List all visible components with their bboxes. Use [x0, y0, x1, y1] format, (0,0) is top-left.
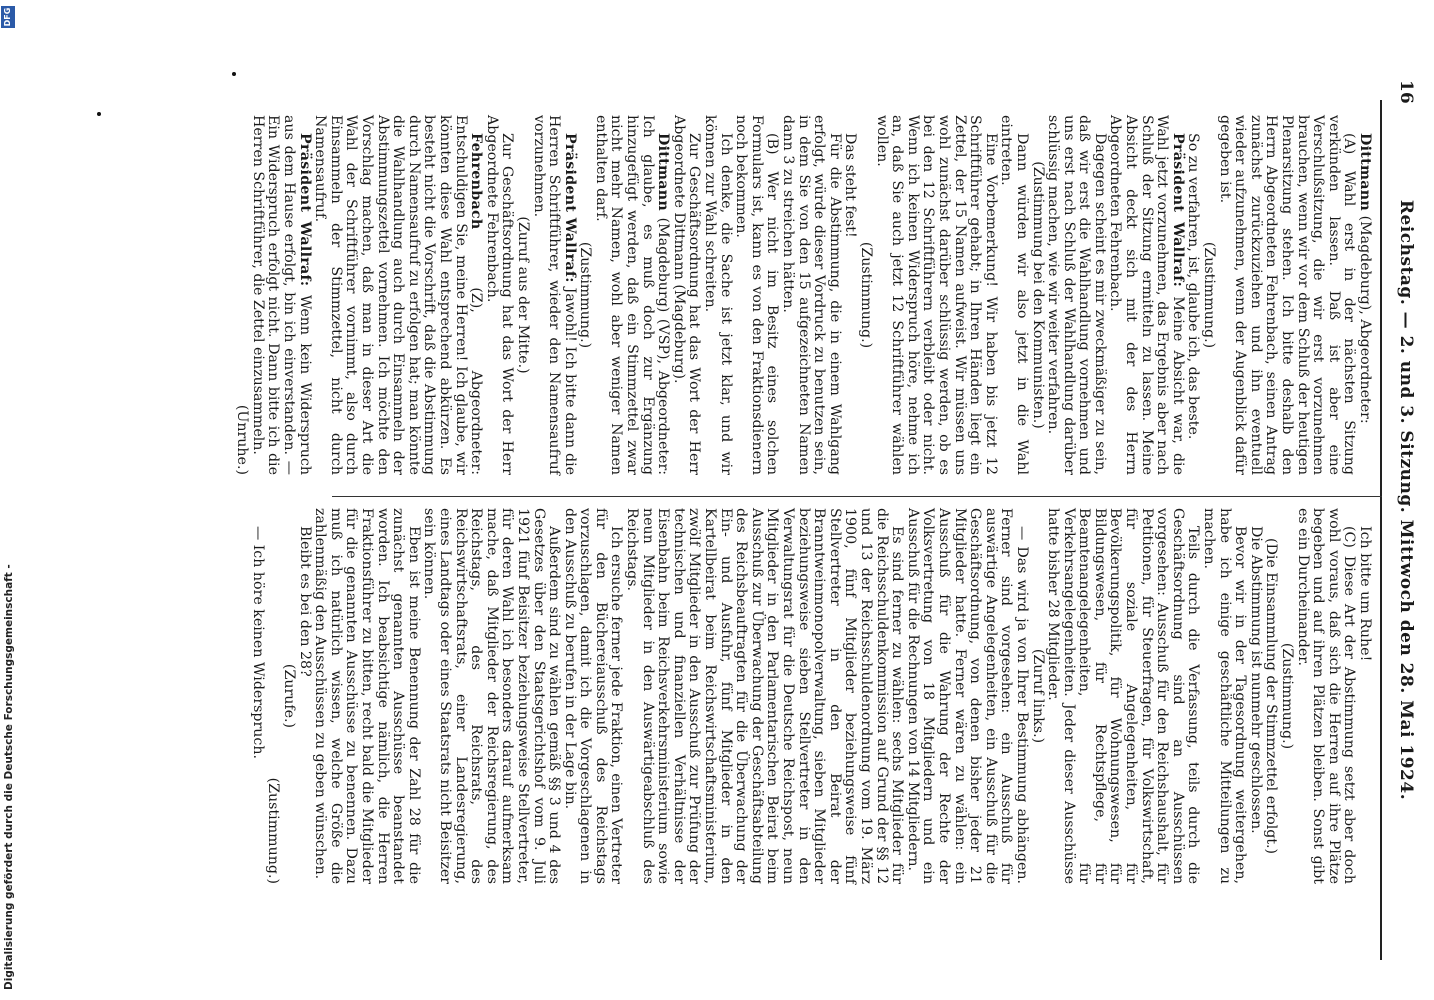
text-paragraph: Ich ersuche ferner jede Fraktion, einen Vertreter für den Büchereiausschuß des Reichstags vorzuschlagen, damit ich die Vorgeschlagenen in den Ausschuß zu berufen in der Lage bin. — [561, 508, 625, 884]
speaker-name: Fehrenbach — [468, 133, 485, 230]
left-column — [234, 115, 1372, 475]
interjection: (Die Einsammlung der Stimmzettel erfolgt.) — [1263, 537, 1280, 855]
text-paragraph: Eben ist meine Benennung der Zahl 28 für die zunächst genannten Ausschüsse beanstandet worden. Ich beabsichtige nämlich, die Herren Fraktionsführer zu bitten, recht bald die Mitglieder für die genannten Ausschüsse zu benennen. Dazu muß ich natürlich wissen, welche Größe die zahlenmäßig den Ausschüssen zu geben wünschen. — [312, 508, 422, 884]
ink-dot — [232, 72, 236, 76]
text-paragraph: Teils durch die Verfassung, teils durch die Geschäftsordnung sind an Ausschüssen vorgesehen: Ausschuß für den Reichshaushalt, für Petitionen, für Steuerfragen, für Volkswirtschaft, für soziale Angelegenheiten, für Bevölkerungspolitik, für Wohnungswesen, für Bildungswesen, für Rechtspflege, für Beamtenangelegenheiten, für Verkehrsangelegenheiten. Jeder dieser Ausschüsse hatte bisher 28 Mitglieder. — [1045, 508, 1202, 884]
ink-dot — [97, 112, 101, 116]
interjection: (Zustimmung.) — [1201, 241, 1218, 349]
interjection: (Zustimmung.) — [858, 241, 874, 349]
speaker-name: Präsident Wallraf: — [1169, 133, 1186, 288]
speech-text: Jawohl! Ich bitte dann die Herren Schriftführer, wieder den Namensaufruf vorzunehmen. — [530, 115, 578, 476]
text-paragraph: Bleibt es bei den 28? — [296, 526, 313, 677]
header-rule — [1380, 100, 1382, 960]
dfg-logo: DFG — [1, 6, 15, 28]
interjection: (Zustimmung.) — [1279, 642, 1296, 750]
speech-paragraph — [249, 115, 311, 475]
interjection: (Zustimmung.) — [265, 777, 282, 884]
text-paragraph: Dagegen scheint es mir zweckmäßiger zu sein, daß wir erst die Wahlhandlung vornehmen und uns erst nach Schluß der Wahlhandlung darüber schlüssig machen, wie wir weiter verfahren. — [1045, 115, 1108, 475]
interjection: (Zustimmung bei den Kommunisten.) — [1029, 161, 1046, 429]
text-paragraph: — Ich höre keinen Widerspruch. — [249, 526, 266, 759]
column-divider — [332, 496, 1382, 497]
page-number: 16 — [1396, 80, 1416, 104]
text-paragraph: Ich denke, die Sache ist jetzt klar, und wir können zur Wahl schreiten. — [702, 115, 734, 475]
text-paragraph: Eine Vorbemerkung! Wir haben bis jetzt 12 Schriftführer gehabt; in Ihren Händen liegt ein Zettel, der 15 Namen aufweist. Wir müssen uns wohl zunächst darüber schlüssig werden, ob es bei den 12 Schriftführern verbleibt oder nicht. Wenn ich keinen Widerspruch höre, nehme ich an, daß Sie auch jetzt 12 Schriftführer wählen wollen. — [873, 115, 999, 475]
text-paragraph: Für die Abstimmung, die in einem Wahlgang erfolgt, würde dieser Vordruck zu benutzen sein, in dem Sie von den 15 aufgezeichneten Namen dann 3 zu streichen hätten. — [780, 115, 843, 475]
text-paragraph: So zu verfahren, ist, glaube ich, das beste. — [1185, 133, 1202, 440]
speech-paragraph — [312, 115, 484, 475]
speech-paragraph — [1356, 115, 1372, 475]
right-column — [249, 508, 1372, 884]
text-paragraph: Außerdem sind zu wählen gemäß §§ 3 und 4 des Gesetzes über den Staatsgerichtshof vom 9. Juli 1921 fünf Beisitzer beziehungsweise Stellvertreter, für deren Wahl ich besonders darauf aufmerksam mache, daß Mitglieder der Reichsregierung, des Reichstags, des Reichsrats, des Reichswirtschaftsrats, einer Landesregierung, eines Landtags oder eines Staatsrats nicht Beisitzer sein können. — [421, 508, 563, 884]
text-paragraph: Das steht fest! — [842, 133, 859, 238]
page-title: Reichstag. — 2. und 3. Sitzung. Mittwoch den 28. Mai 1924. — [1396, 199, 1416, 801]
text-paragraph: Ich bitte um Ruhe! — [1357, 526, 1373, 662]
speech-text: Meine Absicht war, die Wahl jetzt vorzunehmen, das Ergebnis aber nach Schluß der Sitzung ermitteln zu lassen. Meine Absicht deckt sich mit der des Herrn Abgeordneten Fehrenbach. — [1107, 115, 1186, 475]
text-paragraph: Zur Geschäftsordnung hat das Wort der Herr Abgeordnete Dittmann (Magdeburg). — [670, 115, 703, 475]
interjection: (Zustimmung.) — [577, 241, 594, 349]
speech-paragraph — [530, 115, 577, 475]
speech-text: (Z), Abgeordneter: Entschuldigen Sie, meine Herren! Ich glaube, wir könnten diese Wahl entsprechend abkürzen. Es besteht nicht die Vorschrift, daß die Abstimmung durch Namensaufruf zu erfolgen hat; man könnte die Wahlhandlung auch durch Einsammeln der Abstimmungszettel vornehmen. Ich möchte den Vorschlag machen, daß man in dieser Art die Wahl der Schriftführer vornimmt, also durch Einsammeln der Stimmzettel, nicht durch Namensaufruf. — [312, 115, 485, 475]
text-paragraph: Bevor wir in der Tagesordnung weitergehen, habe ich einige geschäftliche Mitteilungen zu machen. — [1201, 508, 1249, 884]
speaker-name: Dittmann — [655, 133, 672, 212]
digitization-note: Digitalisierung gefördert durch die Deutsche Forschungsgemeinschaft - — [3, 564, 15, 990]
speech-paragraph — [1107, 115, 1185, 475]
speech-text: (Magdeburg) (VSP), Abgeordneter: Ich glaube, es muß doch zur Ergänzung hinzugefügt werden, daß ein Stimmzettel zwar nicht mehr Namen, wohl aber weniger Namen enthalten darf. — [592, 115, 672, 476]
text-paragraph: Dann würden wir also jetzt in die Wahl eintreten. — [998, 115, 1030, 475]
interjection: (Unruhe.) — [234, 404, 251, 475]
text-paragraph: Es sind ferner zu wählen: sechs Mitglieder für die Reichsschuldenkommission auf Grund der §§ 12 und 13 der Reichsschuldenordnung vom 19. März 1900, fünf Mitglieder beziehungsweise fünf Stellvertreter in den Beirat der Branntweinmonopolverwaltung, sieben Mitglieder beziehungsweise sieben Stellvertreter in den Verwaltungsrat für die Deutsche Reichspost, neun Mitglieder in den Parlamentarischen Beirat beim Ausschuß zur Überwachung der Geschäftsabteilung des Reichsbeauftragten für die Überwachung der Ein- und Ausfuhr, fünf Mitglieder in den Kartellbeirat beim Reichswirtschaftsministerium, zwölf Mitglieder in den Ausschuß zur Prüfung der technischen und finanziellen Verhältnisse der Eisenbahn beim Reichsverkehrsministerium sowie neun Mitglieder in den Auswärtigeabschluß des Reichstags. — [624, 508, 906, 884]
text-paragraph: — Das wird ja von Ihrer Bestimmung abhängen. Ferner sind vorgesehen: ein Ausschuß für auswärtige Angelegenheiten, ein Ausschuß für die Geschäftsordnung, von denen bisher jeder 21 Mitglieder hatte. Ferner wären zu wählen: ein Ausschuß für die Wahrung der Rechte der Volksvertretung von 18 Mitgliedern und ein Ausschuß für die Rechnungen von 14 Mitgliedern. — [904, 508, 1030, 884]
speaker-name: Präsident Wallraf: — [296, 133, 313, 287]
text-paragraph: (C) Diese Art der Abstimmung setzt aber doch wohl voraus, daß sich die Herren auf ihre Plätze begeben und auf ihren Plätzen bleiben. Sonst gibt es ein Durcheinander. — [1294, 508, 1358, 884]
digitization-footer — [0, 0, 24, 1000]
speaker-name: Präsident Wallraf: — [561, 133, 578, 283]
speaker-name: Dittmann — [1357, 133, 1373, 212]
interjection: (Zuruf aus der Mitte.) — [514, 216, 531, 374]
speech-text: (Magdeburg), Abgeordneter: — [1357, 215, 1373, 424]
text-paragraph: (A) Wahl erst in der nächsten Sitzung verkünden lassen. Daß ist aber eine Verschlußsitzung, die wir erst vorzunehmen brauchen, wenn wir vor dem Schluß der heutigen Plenarsitzung stehen. Ich bitte deshalb den Herrn Abgeordneten Fehrenbach, seinen Antrag zunächst zurückzuziehen und ihn eventuell wieder aufzunehmen, wenn der Augenblick dafür gegeben ist. — [1216, 115, 1358, 475]
page-header — [1390, 40, 1420, 960]
speech-paragraph — [592, 115, 670, 475]
text-paragraph: Zur Geschäftsordnung hat das Wort der Herr Abgeordnete Fehrenbach. — [483, 115, 516, 475]
speech-text: Wenn kein Widerspruch aus dem Hause erfolgt, bin ich einverstanden. — Ein Widerspruch erfolgt nicht. Dann bitte ich die Herren Schriftführer, die Zettel einzusammeln. — [249, 115, 313, 476]
text-paragraph: Die Abstimmung ist nunmehr geschlossen. — [1247, 526, 1264, 834]
interjection: (Zuruf links.) — [1029, 648, 1046, 744]
text-paragraph: (B) Wer nicht im Besitz eines solchen Formulars ist, kann es von den Fraktionsdienern noch bekommen. — [733, 115, 781, 475]
interjection: (Zurufe.) — [281, 663, 298, 729]
